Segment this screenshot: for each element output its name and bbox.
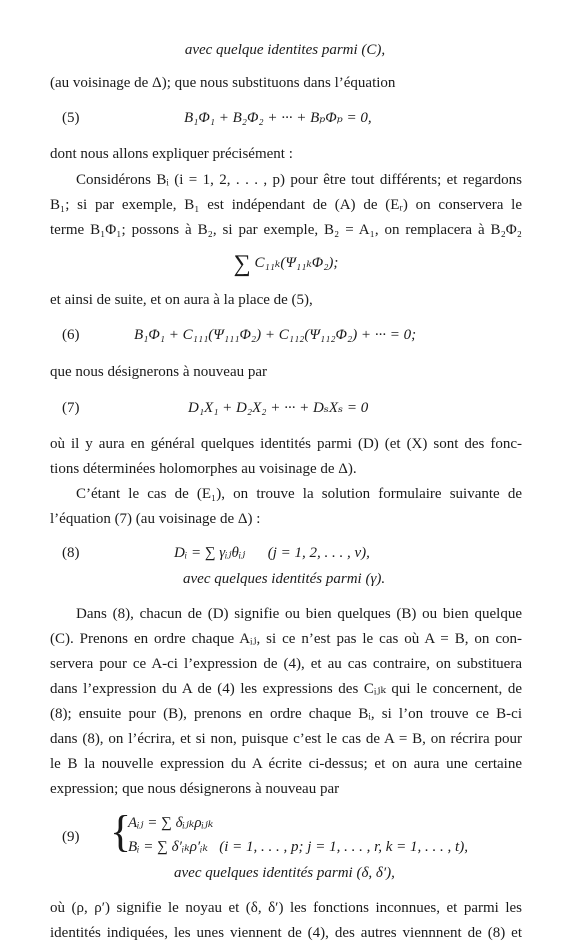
text-line: C’étant le cas de (E₁), on trouve la solution formulaire suivante de — [76, 486, 522, 502]
equation-5 — [62, 105, 522, 131]
equation-number: (5) — [62, 110, 80, 126]
equation-line: Aᵢⱼ = ∑ δᵢⱼₖρᵢⱼₖ — [128, 815, 214, 831]
equation-number: (6) — [62, 327, 80, 343]
text-line: et ainsi de suite, et on aura à la place de (5), — [50, 292, 313, 308]
equation-number: (9) — [62, 829, 80, 845]
equation-body: B₁Φ₁ + C₁₁₁(Ψ₁₁₁Φ₂) + C₁₁₂(Ψ₁₁₂Φ₂) + ··· = 0; — [134, 327, 417, 343]
equation-condition: avec quelques identités parmi (γ). — [183, 571, 386, 587]
text-line: le B la nouvelle expression du A écrite ci-dessus; et on aura une certaine — [50, 756, 522, 772]
text-line: B₁; si par exemple, B₁ est indépendant de (A) de (Eᵣ) on conservera le — [50, 197, 522, 213]
equation-body: B₁Φ₁ + B₂Φ₂ + ··· + BₚΦₚ = 0, — [184, 110, 372, 126]
equation-condition: avec quelques identités parmi (δ, δ′), — [174, 865, 395, 881]
text-line: où il y aura en général quelques identités parmi (D) (et (X) sont des fonc- — [50, 436, 522, 452]
text-line: où (ρ, ρ′) signifie le noyau et (δ, δ′) les fonctions inconnues, et parmi les — [50, 900, 522, 916]
text-line: expression; que nous désignerons à nouveau par — [50, 781, 340, 797]
text-line: (8); ensuite pour (B), prenons en ordre chaque Bᵢ, si l’on trouve ce B-ci — [50, 706, 522, 722]
text-line: Dans (8), chacun de (D) signifie ou bien quelques (B) ou bien quelque — [76, 606, 522, 622]
text-line: dans l’expression du A de (4) les expressions des Cᵢⱼₖ qui le concernent, de — [50, 681, 522, 697]
equation-line: Bᵢ = ∑ δ′ᵢₖρ′ᵢₖ (i = 1, . . . , p; j = 1, . . . , r, k = 1, . . . , t), — [128, 839, 468, 855]
text-line: tions déterminées holomorphes au voisinage de Δ). — [50, 461, 357, 477]
text-line: avec quelque identites parmi (C), — [184, 42, 386, 58]
equation-7 — [62, 395, 522, 421]
equation-8 — [62, 540, 522, 566]
equation-number: (7) — [62, 400, 80, 416]
equation-body: D₁X₁ + D₂X₂ + ··· + DₛXₛ = 0 — [188, 400, 369, 416]
sum-body: C₁₁ₖ(Ψ₁₁ₖΦ₂); — [254, 255, 339, 271]
text-line: que nous désignerons à nouveau par — [50, 364, 268, 380]
text-line: l’équation (7) (au voisinage de Δ) : — [50, 511, 261, 527]
text-line: dont nous allons expliquer précisément : — [50, 146, 293, 162]
equation-6 — [62, 322, 522, 348]
equation-number: (8) — [62, 545, 80, 561]
text-line: (C). Prenons en ordre chaque Aᵢⱼ, si ce n’est pas le cas où A = B, on con- — [50, 631, 522, 647]
text-line: dans (8), on l’écrira, et si non, puisque c’est le cas de A = B, on récrira pour — [50, 731, 522, 747]
text-line: servera pour ce A-ci l’expression de (4), et au cas contraire, on substituera — [50, 656, 522, 672]
summation-symbol: ∑ — [233, 251, 251, 277]
text-line: identités indiquées, les unes viennent de (4), des autres viennnent de (8) et — [50, 925, 522, 941]
text-line: (au voisinage de Δ); que nous substituons dans l’équation — [50, 75, 396, 91]
equation-body: Dᵢ = ∑ γᵢⱼθᵢⱼ (j = 1, 2, . . . , ν), — [174, 545, 370, 561]
text-line: Considérons Bᵢ (i = 1, 2, . . . , p) pour être tout différents; et regardons — [76, 172, 522, 188]
sum-expression — [50, 250, 522, 277]
text-line: terme B₁Φ₁; possons à B₂, si par exemple, B₂ = A₁, on remplacera à B₂Φ₂ — [50, 222, 522, 238]
brace-symbol: { — [110, 807, 132, 856]
